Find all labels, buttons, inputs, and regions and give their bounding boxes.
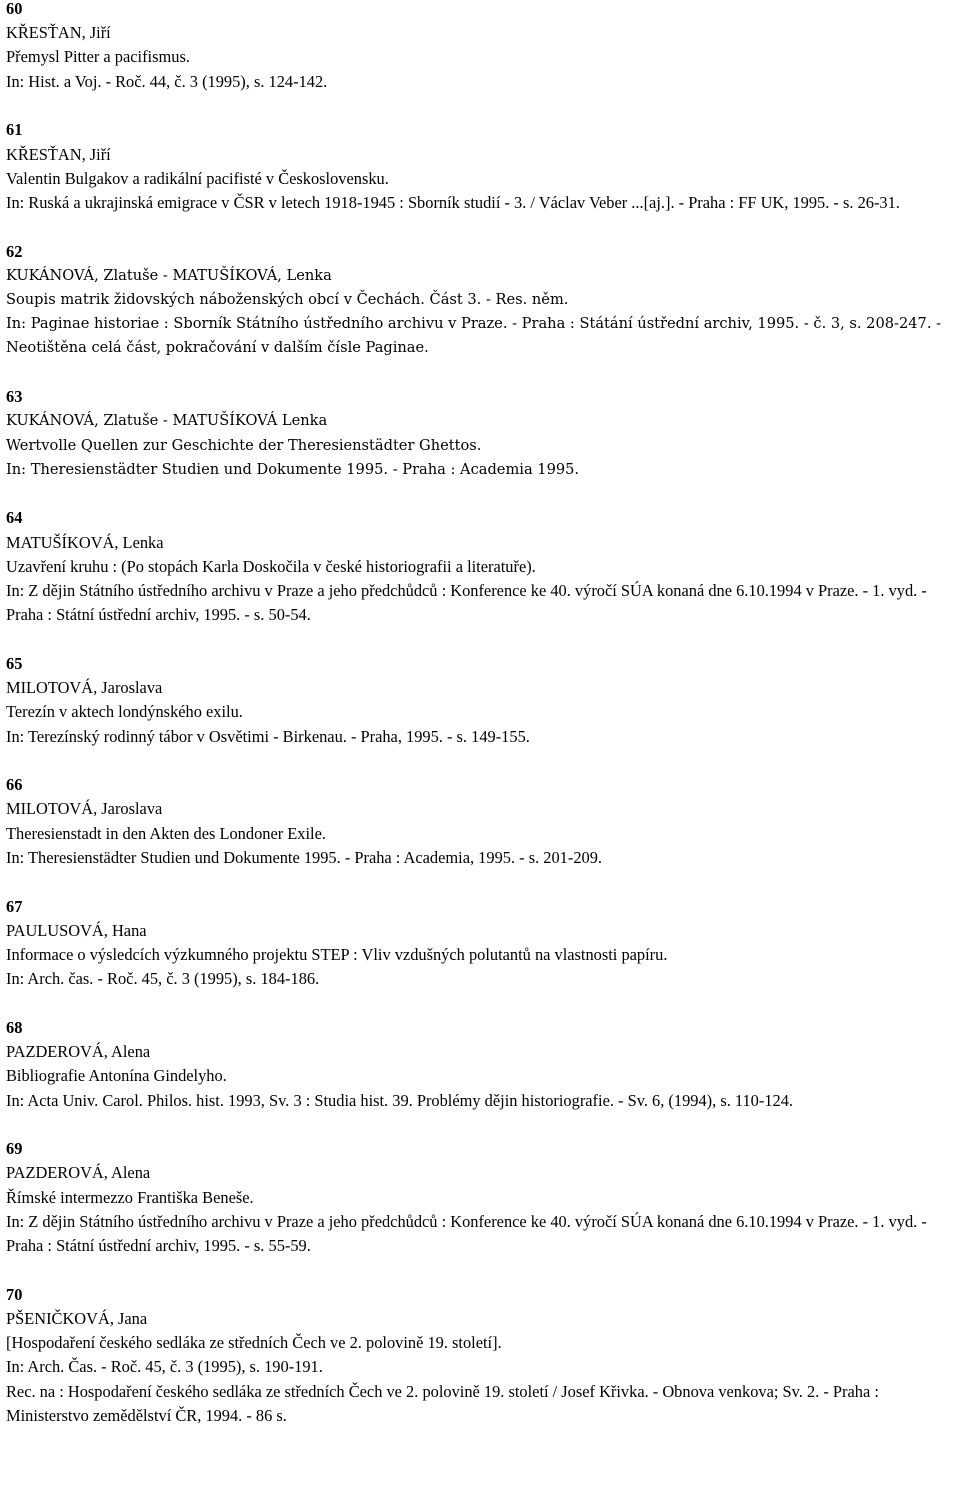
entry-title: [Hospodaření českého sedláka ze středních Čech ve 2. polovině 19. století].	[6, 1333, 502, 1353]
entry-number: 69	[6, 1139, 23, 1159]
entry-author: MILOTOVÁ, Jaroslava	[6, 678, 163, 698]
bibliography-page	[6, 0, 958, 1452]
entry-review-note: Rec. na : Hospodaření českého sedláka ze středních Čech ve 2. polovině 19. století / Josef Křivka. - Obnova venkova; Sv. 2. - Praha : Ministerstvo zemědělství ČR, 1994. - 86 s.	[6, 1381, 879, 1425]
entry-number: 68	[6, 1017, 23, 1037]
entry-author: PAULUSOVÁ, Hana	[6, 920, 147, 940]
entry-source: In: Terezínský rodinný tábor v Osvětimi - Birkenau. - Praha, 1995. - s. 149-155.	[6, 726, 530, 746]
entry-source: In: Arch. čas. - Roč. 45, č. 3 (1995), s. 184-186.	[6, 969, 320, 989]
entry-title: Theresienstadt in den Akten des Londoner Exile.	[6, 823, 326, 843]
entry-source: In: Arch. Čas. - Roč. 45, č. 3 (1995), s. 190-191.	[6, 1357, 323, 1377]
entry-number: 70	[6, 1284, 23, 1304]
entry-author: KUKÁNOVÁ, Zlatuše - MATUŠÍKOVÁ Lenka	[6, 412, 328, 430]
entry-number: 62	[6, 241, 23, 261]
entry-source: In: Z dějin Státního ústředního archivu v Praze a jeho předchůdců : Konference ke 40. výročí SÚA konaná dne 6.10.1994 v Praze. - 1. vyd. - Praha : Státní ústřední archiv, 1995. - s. 50-54.	[6, 581, 927, 625]
bibliography-entry	[6, 240, 958, 361]
entry-author: MATUŠÍKOVÁ, Lenka	[6, 532, 164, 552]
bibliography-entry	[6, 1283, 958, 1428]
entry-source: In: Acta Univ. Carol. Philos. hist. 1993, Sv. 3 : Studia hist. 39. Problémy dějin historiografie. - Sv. 6, (1994), s. 110-124.	[6, 1090, 794, 1110]
entry-author: KŘESŤAN, Jiří	[6, 144, 111, 164]
entry-title: Soupis matrik židovských náboženských obcí v Čechách. Část 3. - Res. něm.	[6, 291, 569, 309]
entry-number: 60	[6, 0, 23, 18]
entry-number: 64	[6, 508, 23, 528]
entry-author: KUKÁNOVÁ, Zlatuše - MATUŠÍKOVÁ, Lenka	[6, 266, 332, 284]
entry-author: MILOTOVÁ, Jaroslava	[6, 799, 163, 819]
entry-author: PAZDEROVÁ, Alena	[6, 1042, 151, 1062]
entry-source: In: Ruská a ukrajinská emigrace v ČSR v letech 1918-1945 : Sborník studií - 3. / Václav Veber ...[aj.]. - Praha : FF UK, 1995. - s. 26-31.	[6, 192, 900, 212]
entry-source: In: Z dějin Státního ústředního archivu v Praze a jeho předchůdců : Konference ke 40. výročí SÚA konaná dne 6.10.1994 v Praze. - 1. vyd. - Praha : Státní ústřední archiv, 1995. - s. 55-59.	[6, 1211, 927, 1256]
entry-author: KŘESŤAN, Jiří	[6, 23, 111, 43]
bibliography-entry	[6, 1016, 958, 1113]
bibliography-entry	[6, 118, 958, 215]
entry-author: PAZDEROVÁ, Alena	[6, 1163, 151, 1183]
entry-title: Informace o výsledcích výzkumného projektu STEP : Vliv vzdušných polutantů na vlastnosti papíru.	[6, 945, 668, 964]
entry-number: 63	[6, 387, 23, 407]
bibliography-entry	[6, 385, 958, 482]
entry-source: In: Theresienstädter Studien und Dokumente 1995. - Praha : Academia, 1995. - s. 201-209.	[6, 847, 603, 867]
entry-number: 65	[6, 653, 23, 673]
bibliography-entry	[6, 0, 958, 94]
entry-title: Wertvolle Quellen zur Geschichte der Theresienstädter Ghettos.	[6, 436, 482, 454]
entry-title: Bibliografie Antonína Gindelyho.	[6, 1066, 227, 1086]
bibliography-entry	[6, 1137, 958, 1258]
bibliography-entry	[6, 652, 958, 749]
entry-source: In: Theresienstädter Studien und Dokumente 1995. - Praha : Academia 1995.	[6, 460, 580, 478]
entry-number: 61	[6, 120, 23, 140]
entry-title: Valentin Bulgakov a radikální pacifisté v Československu.	[6, 168, 389, 188]
bibliography-entry	[6, 506, 958, 627]
entry-title: Římské intermezzo Františka Beneše.	[6, 1187, 254, 1207]
entry-number: 67	[6, 896, 23, 916]
bibliography-entry	[6, 895, 958, 992]
entry-source: In: Hist. a Voj. - Roč. 44, č. 3 (1995), s. 124-142.	[6, 71, 328, 91]
entry-source: In: Paginae historiae : Sborník Státního ústředního archivu v Praze. - Praha : Státání ústřední archiv, 1995. - č. 3, s. 208-247. - Neotištěna celá část, pokračování v dalším čísle Paginae.	[6, 315, 942, 357]
bibliography-entry	[6, 773, 958, 870]
entry-title: Uzavření kruhu : (Po stopách Karla Doskočila v české historiografii a literatuře).	[6, 556, 536, 576]
entry-title: Přemysl Pitter a pacifismus.	[6, 47, 190, 67]
entry-author: PŠENIČKOVÁ, Jana	[6, 1308, 148, 1328]
entry-number: 66	[6, 775, 23, 795]
entry-title: Terezín v aktech londýnského exilu.	[6, 702, 243, 722]
